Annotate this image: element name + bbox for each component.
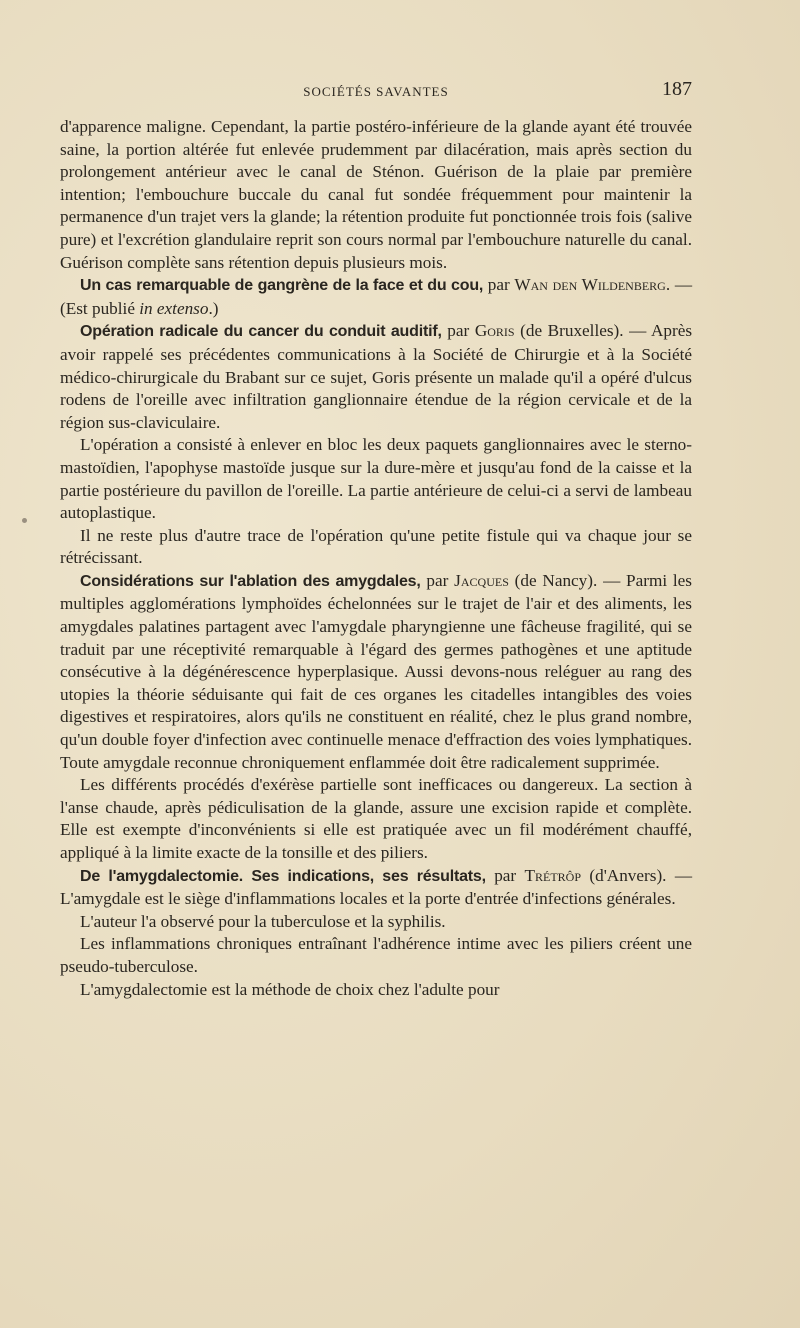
paragraph: Il ne reste plus d'autre trace de l'opération qu'une petite fistule qui va chaque jour se rétrécissant. xyxy=(60,525,692,568)
running-head: SOCIÉTÉS SAVANTES xyxy=(303,84,449,99)
entry-text: (de Nancy). — Parmi les multiples agglomérations lymphoïdes échelonnées sur le trajet de l'air et des aliments, les amygdales palatines partagent avec l'amygdale pharyngienne une fâcheuse fragilité, qui se traduit par une réceptivité remarquable à l'égard des germes pathogènes et une aptitude consécutive à la dégénérescence hyperplasique. Aussi devons-nous reléguer au rang des utopies la théorie séduisante qui fait de ces organes les citadelles intangibles des voies digestives et respiratoires, alors qu'ils ne constituent en réalité, chez le plus grand nombre, qu'un double foyer d'infection avec continuelle menace d'effraction des voies lymphatiques. Toute amygdale reconnue chroniquement enflammée doit être radicalement supprimée. xyxy=(60,570,692,772)
paragraph: Les inflammations chroniques entraînant l'adhérence intime avec les piliers créent une pseudo-tuberculose. xyxy=(60,934,692,976)
margin-speck xyxy=(22,518,27,523)
page xyxy=(60,72,692,1001)
par-word: par xyxy=(485,865,525,885)
entry-amygdales xyxy=(60,570,692,774)
entry-gangrene xyxy=(60,274,692,320)
entry-amygdalectomie xyxy=(60,865,692,911)
entry-author: Trétrôp xyxy=(524,865,582,885)
paragraph: L'opération a consisté à enlever en bloc les deux paquets ganglionnaires avec le sterno-mastoïdien, l'apophyse mastoïde jusque sur la dure-mère et jusqu'au fond de la caisse et la partie postérieure du pavillon de l'oreille. La partie antérieure de celui-ci a servi de lambeau autoplastique. xyxy=(60,435,692,523)
entry-italic: in extenso xyxy=(139,298,209,318)
paragraph: L'auteur l'a observé pour la tuberculose et la syphilis. xyxy=(80,911,446,931)
entry-author: Goris xyxy=(474,321,515,341)
entry-title: Considérations sur l'ablation des amygdales, xyxy=(80,572,421,590)
par-word: par xyxy=(420,570,455,590)
paragraph-continuation: d'apparence maligne. Cependant, la partie postéro-inférieure de la glande ayant été trouvée saine, la portion altérée fut enlevée prudemment par dilacération, mais après section du prolongement antérieur avec le canal de Sténon. Guérison de la plaie par première intention; l'embouchure buccale du canal fut sondée fréquemment pour maintenir la permanence d'un trajet vers la glande; la rétention produite fut ponctionnée trois fois (salive pure) et l'excrétion glandulaire reprit son cours normal par l'embouchure naturelle du canal. Guérison complète sans rétention depuis plusieurs mois. xyxy=(60,117,692,272)
entry-author: Jacques xyxy=(454,570,509,590)
entry-text: (d'Anvers). — L'amygdale est le siège d'inflammations locales et la porte d'entrée d'infections générales. xyxy=(60,865,693,909)
entry-title: Un cas remarquable de gangrène de la face et du cou, xyxy=(80,277,484,295)
entry-title: Opération radicale du cancer du conduit auditif, xyxy=(80,323,442,341)
paragraph: Les différents procédés d'exérèse partielle sont inefficaces ou dangereux. La section à l'anse chaude, après pédiculisation de la glande, assure une excision rapide et complète. Elle est exempte d'inconvénients si elle est pratiquée avec un fil modérément chauffé, appliqué à la limite exacte de la tonsille et des piliers. xyxy=(60,775,692,862)
paragraph: L'amygdalectomie est la méthode de choix chez l'adulte pour xyxy=(80,979,500,999)
entry-cancer-auditif xyxy=(60,320,692,434)
body-text xyxy=(60,116,692,1001)
entry-title: De l'amygdalectomie. Ses indications, ses résultats, xyxy=(80,867,486,885)
page-header xyxy=(60,72,692,112)
page-number: 187 xyxy=(662,78,692,100)
par-word: par xyxy=(483,275,515,295)
entry-end: .) xyxy=(208,298,219,318)
par-word: par xyxy=(441,321,475,341)
entry-text: . — (Est publié xyxy=(60,275,693,318)
entry-author: Wan den Wildenberg xyxy=(514,275,666,295)
entry-text: (de Bruxelles). — Après avoir rappelé ses précédentes communications à la Société de Chirurgie et à la Société médico-chirurgicale du Brabant sur ce sujet, Goris présente un malade qu'il a opéré d'ulcus rodens de l'oreille avec infiltration ganglionnaire étendue de la région cervicale et de la région sus-claviculaire. xyxy=(60,321,693,432)
